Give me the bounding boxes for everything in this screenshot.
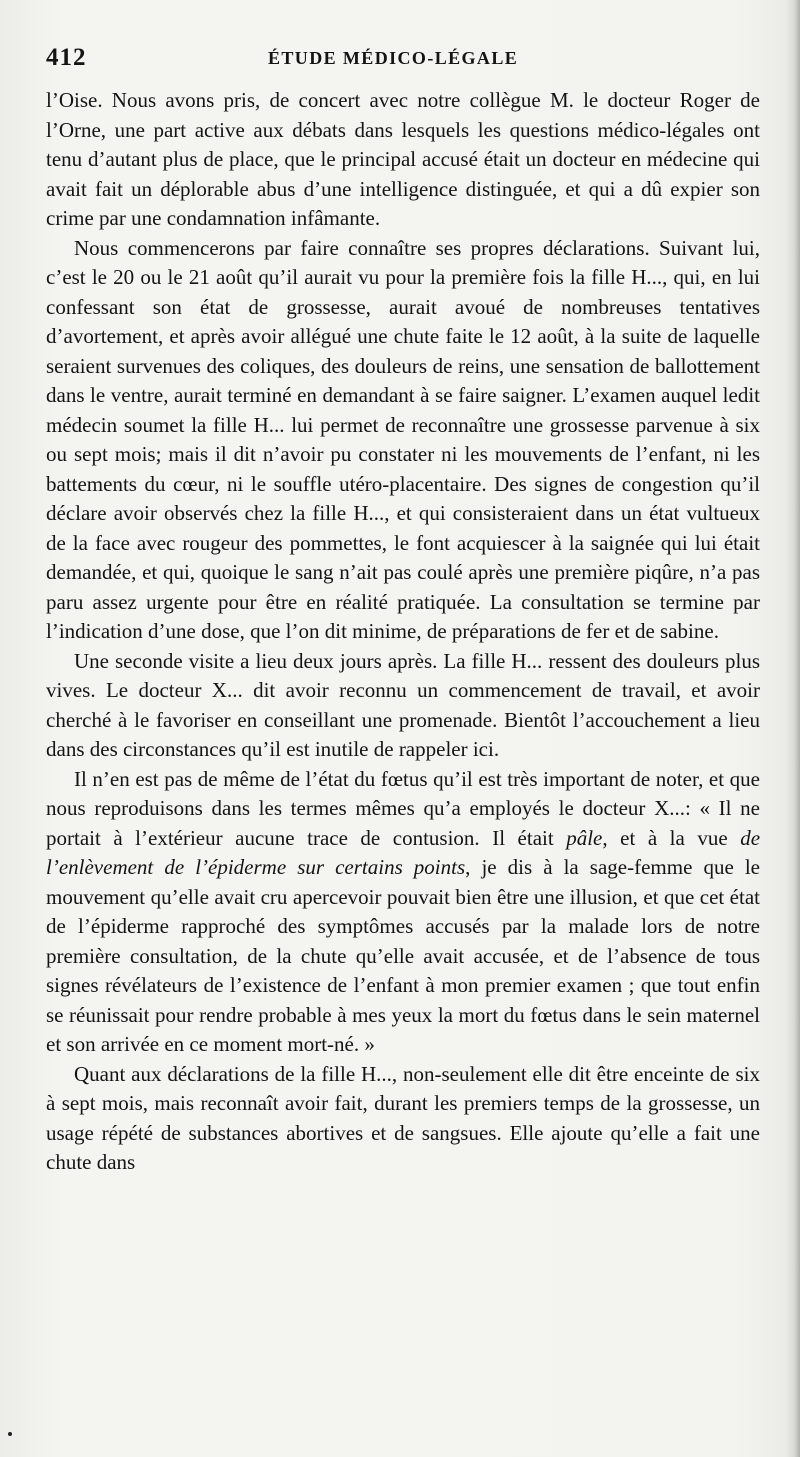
- paragraph-text: , et à la vue: [602, 825, 741, 850]
- italic-text: de l’enlèvement de l’épiderme sur certains points: [46, 825, 761, 879]
- paragraph-text: Quant aux déclarations de la fille H..., non-seulement elle dit être enceinte de six à sept mois, mais reconnaît avoir fait, durant les premiers temps de la grossesse, un usage répété de substances abortives et de sangsues. Elle ajoute qu’elle a fait une chute dans: [46, 1061, 760, 1174]
- paragraph: [46, 647, 760, 765]
- paragraph-text: Une seconde visite a lieu deux jours après. La fille H... ressent des douleurs plus vives. Le docteur X... dit avoir reconnu un commencement de travail, et avoir cherché à le favoriser en conseillant une promenade. Bientôt l’accouchement a lieu dans des circonstances qu’il est inutile de rappeler ici.: [46, 648, 760, 761]
- paragraph: [46, 234, 760, 647]
- running-title: ÉTUDE MÉDICO-LÉGALE: [268, 48, 519, 68]
- paragraph-text: Il n’en est pas de même de l’état du fœtus qu’il est très important de noter, et que nous reproduisons dans les termes mêmes qu’a employés le docteur X...: « Il ne portait à l’extérieur aucune trace de contusion. Il était: [46, 766, 760, 850]
- paragraph-text: Nous commencerons par faire connaître ses propres déclarations. Suivant lui, c’est le 20 ou le 21 août qu’il aurait vu pour la première fois la fille H..., qui, en lui confessant son état de grossesse, aurait avoué de nombreuses tentatives d’avortement, et après avoir allégué une chute faite le 12 août, à la suite de laquelle seraient survenues des coliques, des douleurs de reins, une sensation de ballottement dans le ventre, aurait terminé en demandant à se faire saigner. L’examen auquel ledit médecin soumet la fille H... lui permet de reconnaître une grossesse parvenue à six ou sept mois; mais il dit n’avoir pu constater ni les mouvements de l’enfant, ni les battements du cœur, ni le souffle utéro-placentaire. Des signes de congestion qu’il déclare avoir observés chez la fille H..., et qui consisteraient dans un état vultueux de la face avec rougeur des pommettes, le font acquiescer à la saignée qui lui était demandée, et qui, quoique le sang n’ait pas coulé après une première piqûre, n’a pas paru assez urgente pour être en réalité pratiquée. La consultation se termine par l’indication d’une dose, que l’on dit minime, de préparations de fer et de sabine.: [46, 235, 760, 643]
- italic-text: pâle: [566, 825, 603, 850]
- page-header: [46, 44, 760, 76]
- paragraph-text: l’Oise. Nous avons pris, de concert avec notre collègue M. le docteur Roger de l’Orne, une part active aux débats dans lesquels les questions médico-légales ont tenu d’autant plus de place, que le principal accusé était un docteur en médecine qui avait fait un déplorable abus d’une intelligence distinguée, et qui a dû expier son crime par une condamnation infâmante.: [46, 88, 760, 230]
- body-text: [46, 86, 760, 1178]
- paragraph: [46, 1060, 760, 1178]
- paragraph: [46, 765, 760, 1060]
- page-edge-shadow: [786, 0, 800, 1457]
- print-speck: [8, 1432, 12, 1436]
- paragraph: [46, 86, 760, 234]
- page-number: 412: [46, 44, 87, 71]
- paragraph-text: , je dis à la sage-femme que le mouvement qu’elle avait cru apercevoir pouvait bien être une illusion, et que cet état de l’épiderme rapproché des symptômes accusés par la malade lors de notre première consultation, de la chute qu’elle avait accusée, et de l’absence de tous signes révélateurs de l’existence de l’enfant à mon premier examen ; que tout enfin se réunissait pour rendre probable à mes yeux la mort du fœtus dans le sein maternel et son arrivée en ce moment mort-né. »: [46, 855, 760, 1056]
